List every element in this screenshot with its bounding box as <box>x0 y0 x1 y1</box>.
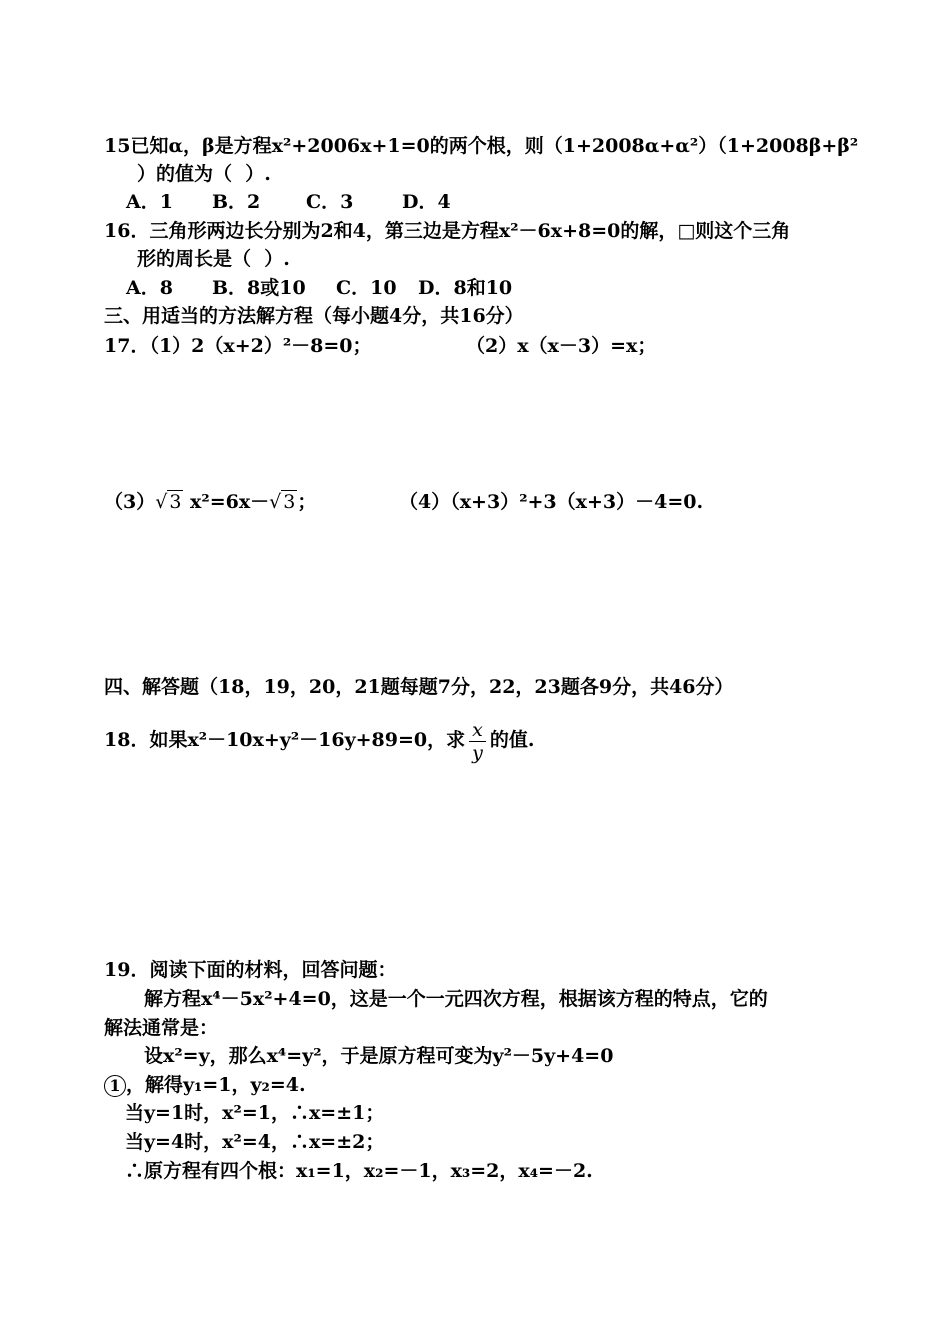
q19-line1 <box>144 987 768 1011</box>
q15-options <box>126 190 451 214</box>
q19-line7 <box>125 1159 593 1183</box>
q15-option-c: C．3 <box>306 191 354 213</box>
q17-part1 <box>104 334 372 358</box>
q19-line1-text: 解方程x⁴－5x²+4=0，这是一个一元四次方程，根据该方程的特点，它的 <box>144 988 768 1010</box>
q15-stem-text: 15已知α，β是方程x²+2006x+1=0的两个根，则（1+2008α+α²）（1+2008β+β² <box>104 135 859 157</box>
radicand: 3 <box>283 491 296 513</box>
q18-line <box>104 716 534 764</box>
sqrt-3-second <box>269 490 297 514</box>
fraction-denominator: y <box>472 741 483 764</box>
q16-option-b: B．8或10 <box>212 277 306 299</box>
q15-option-b: B．2 <box>212 191 261 213</box>
q15-stem-end: ）的值为（ ）. <box>137 163 271 185</box>
q19-line5 <box>125 1101 384 1125</box>
section4-heading <box>104 675 734 699</box>
radical-sign-icon: √ <box>155 491 168 513</box>
q17-part3-middle: x²=6x－ <box>183 491 270 513</box>
q16-line1 <box>104 219 790 243</box>
q17-part2-text: （2）x（x－3）=x； <box>466 335 657 357</box>
q19-line5-text: 当y=1时，x²=1，∴x=±1； <box>125 1102 385 1124</box>
q15-line2 <box>137 162 271 186</box>
q19-title-text: 19．阅读下面的材料，回答问题： <box>104 959 397 981</box>
q16-option-c: C．10 <box>336 277 397 299</box>
sqrt-3-first <box>155 490 183 514</box>
radicand: 3 <box>169 491 182 513</box>
q19-line4-text: ，解得y₁=1，y₂=4. <box>126 1074 306 1096</box>
q17-part4 <box>399 490 703 514</box>
section3-heading <box>104 304 524 328</box>
q19-line3 <box>144 1044 613 1068</box>
q17-part1-text: 17．（1）2（x+2）²－8=0； <box>104 335 372 357</box>
section3-heading-text: 三、用适当的方法解方程（每小题4分，共16分） <box>104 305 524 327</box>
fraction-numerator: x <box>469 719 486 742</box>
q15-line1 <box>104 134 858 158</box>
q19-line4 <box>104 1073 306 1097</box>
q17-part2 <box>466 334 656 358</box>
fraction-x-over-y <box>469 719 486 764</box>
q17-part3-end: ； <box>297 491 317 513</box>
q19-title <box>104 958 396 982</box>
q18-text-start: 18．如果x²－10x+y²－16y+89=0，求 <box>104 729 466 751</box>
q19-line3-text: 设x²=y，那么x⁴=y²，于是原方程可变为y²－5y+4=0 <box>144 1045 614 1067</box>
q19-line2-text: 解法通常是： <box>104 1017 219 1039</box>
q17-part3-label: （3） <box>104 491 156 513</box>
q16-option-d: D．8和10 <box>418 277 513 299</box>
q16-options <box>126 276 512 300</box>
q19-line7-text: ∴原方程有四个根：x₁=1，x₂=－1，x₃=2，x₄=－2. <box>125 1160 593 1182</box>
q15-option-d: D．4 <box>402 191 451 213</box>
q16-line2 <box>137 247 290 271</box>
q18-text-end: 的值. <box>489 729 535 751</box>
radical-sign-icon: √ <box>269 491 282 513</box>
circled-number-1: 1 <box>104 1075 126 1097</box>
q15-option-a: A．1 <box>126 191 173 213</box>
q16-option-a: A．8 <box>126 277 173 299</box>
q17-part3 <box>104 490 316 514</box>
q19-line6-text: 当y=4时，x²=4，∴x=±2； <box>125 1131 385 1153</box>
q16-stem-text: 16．三角形两边长分别为2和4，第三边是方程x²－6x+8=0的解，□则这个三角 <box>104 220 791 242</box>
q17-part4-text: （4）（x+3）²+3（x+3）－4=0. <box>399 491 704 513</box>
q19-line2 <box>104 1016 218 1040</box>
section4-heading-text: 四、解答题（18，19，20，21题每题7分，22，23题各9分，共46分） <box>104 676 734 698</box>
q16-stem-end: 形的周长是（ ）. <box>137 248 290 270</box>
q19-line6 <box>125 1130 384 1154</box>
